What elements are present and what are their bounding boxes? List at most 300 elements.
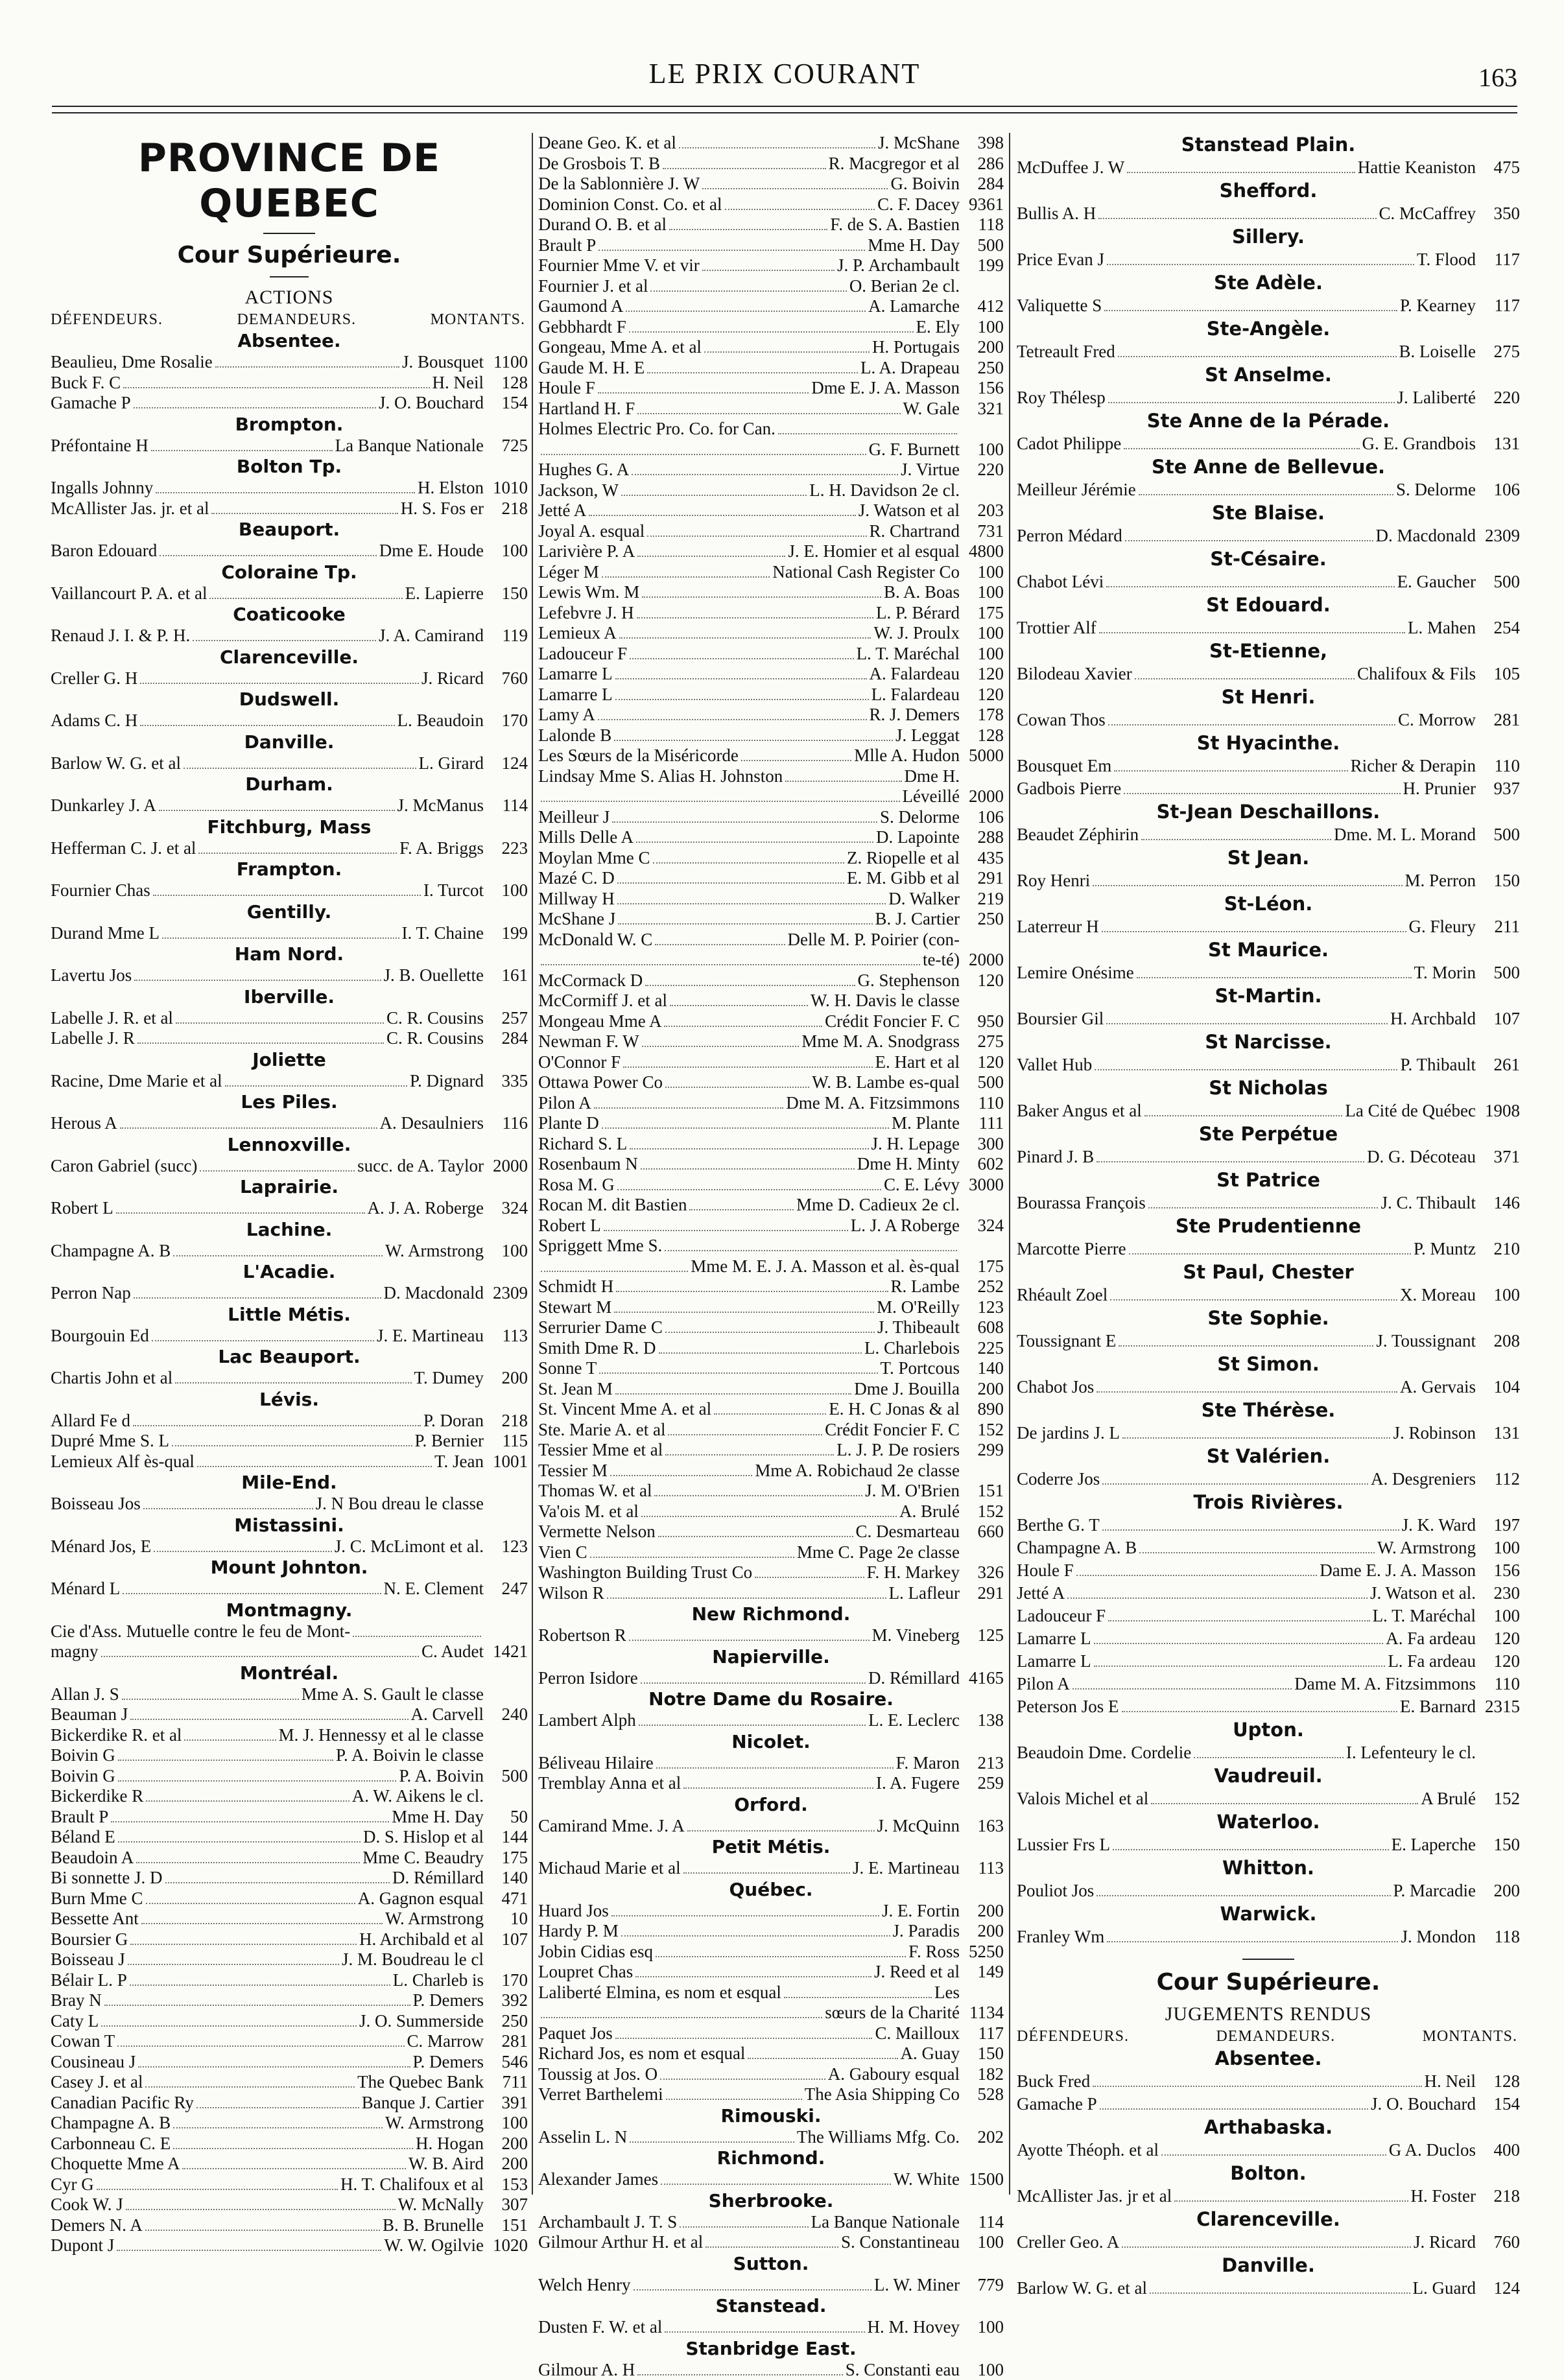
case-entry — [538, 1753, 1004, 1774]
defendant: Pouliot Jos — [1017, 1879, 1094, 1902]
defendant: Gamache P — [51, 393, 131, 414]
dot-leader — [705, 2246, 838, 2248]
dot-leader — [607, 1597, 886, 1599]
defendant: Jetté A — [1017, 1582, 1065, 1605]
dot-leader — [619, 637, 871, 639]
dot-leader — [1098, 218, 1376, 219]
amount: 1020 — [484, 2235, 528, 2256]
locality-heading: Absentee. — [1017, 2047, 1520, 2070]
dot-leader — [541, 801, 900, 802]
plaintiff: W. Gale — [903, 399, 960, 419]
plaintiff: Dame E. J. A. Masson — [1320, 1559, 1476, 1582]
dot-leader — [175, 1382, 411, 1384]
dot-leader — [665, 1332, 875, 1333]
amount: 200 — [484, 2134, 528, 2154]
plaintiff: L. W. Miner — [874, 2275, 960, 2296]
locality-heading: Brompton. — [51, 414, 528, 436]
plaintiff: J. B. Ouellette — [384, 965, 484, 986]
amount: 2309 — [1476, 524, 1520, 547]
defendant: Bray N — [51, 1990, 102, 2011]
case-entry — [1017, 1605, 1520, 1627]
defendant: Pinard J. B — [1017, 1146, 1094, 1168]
amount: 324 — [960, 1216, 1004, 1236]
plaintiff: C. E. Lévy — [884, 1175, 960, 1196]
dot-leader — [617, 882, 844, 884]
case-entry — [51, 1452, 528, 1472]
dot-leader — [146, 1800, 350, 1802]
case-entry — [51, 1807, 528, 1828]
amount: 500 — [484, 1766, 528, 1787]
amount: 321 — [960, 399, 1004, 419]
amount: 200 — [960, 337, 1004, 358]
locality-heading: Upton. — [1017, 1718, 1520, 1741]
plaintiff: L. E. Leclerc — [868, 1710, 960, 1731]
plaintiff: P. A. Boivin le classe — [336, 1745, 484, 1766]
defendant: Champagne A. B — [1017, 1537, 1137, 1559]
amount: 100 — [484, 1241, 528, 1262]
case-entry — [1017, 2277, 1520, 2300]
plaintiff: J. Bousquet — [402, 352, 484, 373]
locality-heading: Lachine. — [51, 1219, 528, 1241]
case-entry — [51, 1745, 528, 1766]
plaintiff: L. Mahen — [1408, 617, 1476, 639]
dot-leader — [660, 2079, 825, 2080]
running-title: LE PRIX COURANT — [52, 57, 1517, 90]
court-title-2: Cour Supérieure. — [1017, 1969, 1520, 1996]
defendant: Ménard Jos, E — [51, 1537, 151, 1557]
dot-leader — [184, 768, 416, 769]
plaintiff: J. E. Fortin — [882, 1901, 960, 1922]
plaintiff: B. J. Cartier — [875, 909, 960, 930]
defendant: Labelle J. R. et al — [51, 1008, 173, 1029]
amount: 163 — [960, 1816, 1004, 1837]
dot-leader — [184, 1739, 276, 1741]
province-title: PROVINCE DE QUEBEC — [51, 135, 528, 226]
locality-heading: St Hyacinthe. — [1017, 731, 1520, 755]
defendant: Mazé C. D — [538, 868, 615, 889]
plaintiff: C. Audet — [421, 1642, 484, 1662]
locality-heading: St Narcisse. — [1017, 1030, 1520, 1054]
dot-leader — [626, 311, 866, 312]
defendant: Plante D — [538, 1113, 599, 1134]
case-entry — [538, 521, 1004, 542]
defendant: Hardy P. M — [538, 1921, 619, 1942]
defendant: Beauman J — [51, 1704, 128, 1725]
dot-leader — [1118, 356, 1397, 357]
case-entry — [538, 440, 1004, 460]
defendant: McCormack D — [538, 971, 643, 991]
defendant: Bullis A. H — [1017, 202, 1096, 225]
case-entry — [538, 460, 1004, 480]
amount: 471 — [484, 1889, 528, 1909]
dot-leader — [669, 229, 827, 230]
locality-heading: Danville. — [51, 731, 528, 753]
plaintiff: M. Plante — [892, 1113, 960, 1134]
plaintiff: J. O. Bouchard — [1371, 2093, 1476, 2115]
plaintiff: Mme M. A. Snodgrass — [801, 1031, 960, 1052]
dot-leader — [650, 290, 846, 292]
case-entry — [538, 1011, 1004, 1032]
amount: 284 — [484, 1028, 528, 1049]
case-entry — [538, 705, 1004, 725]
amount: 100 — [960, 582, 1004, 603]
dot-leader — [658, 1536, 853, 1537]
locality-heading: Sutton. — [538, 2253, 1004, 2275]
amount: 170 — [484, 711, 528, 731]
plaintiff: S. Constanti eau — [846, 2360, 960, 2380]
case-entry — [51, 1889, 528, 1909]
amount: 1908 — [1476, 1100, 1520, 1122]
dot-leader — [653, 862, 845, 864]
plaintiff: Mme C. Page 2e classe — [797, 1542, 960, 1563]
case-entry — [538, 746, 1004, 766]
plaintiff: J. Thibeault — [877, 1317, 960, 1338]
amount: 500 — [960, 1072, 1004, 1093]
plaintiff: A. Gervais — [1400, 1376, 1476, 1398]
plaintiff: J. M. O'Brien — [865, 1481, 960, 1502]
case-entry — [51, 2215, 528, 2236]
dot-leader — [138, 2066, 410, 2068]
case-entry — [1017, 478, 1520, 501]
case-entry — [1017, 1559, 1520, 1582]
dot-leader — [1093, 2086, 1421, 2087]
case-entry — [51, 795, 528, 816]
defendant: Bickerdike R — [51, 1786, 143, 1807]
defendant: Cook W. J — [51, 2195, 123, 2215]
defendant: Gaumond A — [538, 296, 623, 317]
plaintiff: C. R. Cousins — [386, 1028, 484, 1049]
defendant: Rhéault Zoel — [1017, 1284, 1108, 1306]
case-entry — [538, 1154, 1004, 1175]
amount: 288 — [960, 827, 1004, 848]
defendant: St. Jean M — [538, 1379, 613, 1400]
heading-montants: MONTANTS. — [1423, 2028, 1517, 2045]
dot-leader — [173, 2148, 413, 2149]
plaintiff: R. Lambe — [891, 1277, 960, 1297]
case-entry — [1017, 2070, 1520, 2093]
case-entry — [1017, 202, 1520, 225]
plaintiff: S. Delorme — [880, 807, 960, 828]
case-entry — [538, 725, 1004, 746]
case-entry — [51, 1704, 528, 1725]
case-entry — [538, 685, 1004, 705]
dot-leader — [198, 853, 397, 854]
dot-leader — [687, 1830, 875, 1832]
defendant: Dupré Mme S. L — [51, 1431, 169, 1452]
plaintiff: L. Falardeau — [871, 685, 960, 705]
dot-leader — [1095, 1069, 1397, 1070]
amount: 120 — [960, 664, 1004, 685]
defendant: Casey J. et al — [51, 2072, 143, 2093]
defendant: Cadot Philippe — [1017, 432, 1121, 455]
header-rule — [52, 106, 1517, 107]
defendant: Asselin L. N — [538, 2127, 627, 2148]
case-entry — [538, 991, 1004, 1011]
plaintiff: J. E. Homier et al esqual — [788, 541, 960, 562]
case-entry — [538, 1583, 1004, 1604]
dot-leader — [642, 596, 881, 598]
defendant: Lamy A — [538, 705, 595, 725]
dot-leader — [637, 556, 785, 557]
plaintiff: H. Archbald — [1390, 1007, 1476, 1030]
column-separator — [532, 133, 533, 2195]
amount: 104 — [1476, 1376, 1520, 1398]
plaintiff: A. Falardeau — [870, 664, 960, 685]
defendant: Robert L — [51, 1198, 113, 1219]
dot-leader — [123, 387, 429, 388]
plaintiff: F. Maron — [896, 1753, 960, 1774]
dot-leader — [1122, 1711, 1398, 1712]
defendant: Vermette Nelson — [538, 1522, 656, 1542]
locality-heading: St Anselme. — [1017, 363, 1520, 386]
amount: 284 — [960, 174, 1004, 194]
amount: 4165 — [960, 1668, 1004, 1689]
defendant: Trottier Alf — [1017, 617, 1096, 639]
amount: 307 — [484, 2195, 528, 2215]
plaintiff: E. H. C Jonas & al — [829, 1399, 960, 1420]
amount: 1001 — [484, 1452, 528, 1472]
case-entry — [1017, 1673, 1520, 1695]
entry-list — [51, 330, 528, 2256]
amount: 150 — [1476, 1833, 1520, 1856]
locality-heading: Montréal. — [51, 1662, 528, 1684]
amount: 100 — [960, 644, 1004, 665]
plaintiff: W. W. Ogilvie — [384, 2235, 484, 2256]
locality-heading: Ste-Angèle. — [1017, 317, 1520, 340]
amount: 779 — [960, 2275, 1004, 2296]
dot-leader — [130, 1985, 390, 1986]
plaintiff: E. M. Gibb et al — [847, 868, 960, 889]
plaintiff: Léveillé — [903, 786, 960, 807]
defendant: Hartland H. F — [538, 399, 635, 419]
defendant: Beaulieu, Dme Rosalie — [51, 352, 213, 373]
case-entry — [51, 2195, 528, 2215]
case-entry — [538, 2023, 1004, 2044]
defendant: Ste. Marie A. et al — [538, 1420, 665, 1441]
defendant: Marcotte Pierre — [1017, 1238, 1126, 1260]
defendant: Dominion Const. Co. et al — [538, 194, 722, 215]
defendant: Lamarre L — [1017, 1650, 1091, 1673]
case-entry — [1017, 156, 1520, 179]
defendant: Barlow W. G. et al — [51, 753, 181, 774]
case-entry — [538, 1277, 1004, 1297]
amount: 124 — [484, 753, 528, 774]
dot-leader — [1108, 402, 1395, 403]
plaintiff: Richer & Derapin — [1351, 755, 1476, 777]
case-entry — [1017, 386, 1520, 409]
amount: 211 — [1476, 915, 1520, 938]
case-entry — [538, 786, 1004, 807]
plaintiff: J. McShane — [878, 133, 960, 154]
amount: 660 — [960, 1522, 1004, 1542]
amount: 291 — [960, 868, 1004, 889]
locality-heading: St Henri. — [1017, 685, 1520, 709]
defendant: Paquet Jos — [538, 2023, 613, 2044]
page-number: 163 — [1478, 62, 1517, 93]
case-entry — [51, 1198, 528, 1219]
dot-leader — [200, 1170, 355, 1172]
case-entry — [1017, 1146, 1520, 1168]
locality-heading: Fitchburg, Mass — [51, 816, 528, 838]
locality-heading: Bolton. — [1017, 2162, 1520, 2185]
dot-leader — [668, 1434, 822, 1435]
case-entry — [51, 1990, 528, 2011]
amount: 100 — [960, 317, 1004, 338]
plaintiff: L. Charlebois — [864, 1338, 960, 1359]
amount: 110 — [1476, 755, 1520, 777]
amount: 131 — [1476, 432, 1520, 455]
case-entry — [538, 378, 1004, 399]
dot-leader — [615, 699, 869, 700]
defendant: Baker Angus et al — [1017, 1100, 1142, 1122]
locality-heading: Durham. — [51, 773, 528, 795]
defendant: McCormiff J. et al — [538, 991, 667, 1011]
amount: 546 — [484, 2052, 528, 2073]
defendant: Hughes G. A — [538, 460, 629, 480]
case-entry — [1017, 777, 1520, 800]
amount: 106 — [960, 807, 1004, 828]
defendant: Peterson Jos E — [1017, 1695, 1119, 1718]
dot-leader — [197, 1466, 432, 1467]
plaintiff: P. Marcadie — [1393, 1879, 1476, 1902]
defendant: Boivin G — [51, 1745, 115, 1766]
plaintiff: E. Barnard — [1400, 1695, 1476, 1718]
defendant: Lalonde B — [538, 725, 611, 746]
dot-leader — [610, 1475, 752, 1476]
dot-leader — [1110, 1299, 1397, 1301]
plaintiff: J. McQuinn — [877, 1816, 960, 1837]
plaintiff: La Banque Nationale — [335, 436, 484, 456]
defendant: Tetreault Fred — [1017, 340, 1115, 363]
plaintiff: W. Armstrong — [385, 1241, 484, 1262]
plaintiff: H. Prunier — [1403, 777, 1476, 800]
plaintiff: J. McManus — [397, 795, 484, 816]
amount: 117 — [1476, 294, 1520, 317]
plaintiff: T. Flood — [1417, 248, 1476, 271]
amount: 1500 — [960, 2169, 1004, 2190]
dot-leader — [130, 1719, 408, 1720]
case-entry — [1017, 1054, 1520, 1076]
defendant: Allan J. S — [51, 1684, 119, 1705]
dot-leader — [1122, 2246, 1411, 2248]
locality-heading: St Paul, Chester — [1017, 1260, 1520, 1284]
amount: 435 — [960, 848, 1004, 869]
defendant: Moylan Mme C — [538, 848, 650, 869]
locality-heading: Vaudreuil. — [1017, 1764, 1520, 1787]
defendant: Roy Thélesp — [1017, 386, 1106, 409]
defendant: Serrurier Dame C — [538, 1317, 663, 1338]
divider — [1242, 1959, 1294, 1960]
dot-leader — [618, 923, 872, 925]
case-entry — [1017, 2139, 1520, 2162]
case-entry — [538, 2169, 1004, 2190]
defendant: Cie d'Ass. Mutuelle contre le feu de Mont- — [51, 1621, 350, 1642]
plaintiff: A. Gaboury esqual — [828, 2064, 960, 2085]
plaintiff: P. Dignard — [410, 1071, 484, 1092]
plaintiff: L. Beaudoin — [397, 711, 484, 731]
dot-leader — [162, 937, 399, 939]
amount: 371 — [1476, 1146, 1520, 1168]
defendant: Gamache P — [1017, 2093, 1097, 2115]
amount: 150 — [960, 2044, 1004, 2064]
plaintiff: L. Lafleur — [889, 1583, 960, 1604]
dot-leader — [159, 810, 395, 811]
case-entry — [538, 1031, 1004, 1052]
amount: 760 — [484, 668, 528, 689]
plaintiff: Dme J. Bouilla — [854, 1379, 960, 1400]
plaintiff: J. E. Martineau — [377, 1326, 484, 1347]
plaintiff: Dme. M. L. Morand — [1334, 823, 1476, 846]
defendant: Mongeau Mme A — [538, 1011, 661, 1032]
case-entry — [1017, 1926, 1520, 1948]
dot-leader — [145, 2230, 380, 2231]
locality-heading: Sherbrooke. — [538, 2190, 1004, 2212]
case-entry — [1017, 1514, 1520, 1537]
dot-leader — [117, 2045, 404, 2047]
defendant: Rosenbaum N — [538, 1154, 638, 1175]
defendant: Caty L — [51, 2011, 99, 2032]
plaintiff: M. Perron — [1405, 869, 1476, 892]
amount: 257 — [484, 1008, 528, 1029]
amount: 608 — [960, 1317, 1004, 1338]
case-entry — [51, 1113, 528, 1134]
case-entry — [1017, 340, 1520, 363]
dot-leader — [173, 2127, 383, 2128]
case-entry — [538, 337, 1004, 358]
dot-leader — [1139, 494, 1393, 495]
amount: 281 — [1476, 709, 1520, 731]
defendant: Perron Médard — [1017, 524, 1122, 547]
defendant: Bourassa François — [1017, 1192, 1146, 1214]
amount: 218 — [1476, 2185, 1520, 2208]
case-entry — [51, 1008, 528, 1029]
plaintiff: G. Stephenson — [858, 971, 960, 991]
plaintiff: The Quebec Bank — [357, 2072, 484, 2093]
defendant: Rosa M. G — [538, 1175, 615, 1196]
amount: 117 — [1476, 248, 1520, 271]
plaintiff: The Williams Mfg. Co. — [797, 2127, 960, 2148]
defendant: Brault P — [51, 1807, 108, 1828]
amount: 156 — [960, 378, 1004, 399]
dot-leader — [755, 1577, 864, 1578]
dot-leader — [641, 1682, 866, 1684]
dot-leader — [637, 2374, 842, 2375]
case-entry — [538, 317, 1004, 338]
dot-leader — [670, 1005, 808, 1006]
case-entry — [538, 603, 1004, 624]
defendant: Champagne A. B — [51, 2113, 171, 2134]
amount: 175 — [484, 1848, 528, 1868]
locality-heading: Frampton. — [51, 858, 528, 880]
plaintiff: te-té) — [923, 950, 960, 971]
amount: 2315 — [1476, 1695, 1520, 1718]
defendant: Camirand Mme. J. A — [538, 1816, 685, 1837]
defendant: Béland E — [51, 1827, 115, 1848]
amount: 230 — [1476, 1582, 1520, 1605]
amount: 161 — [484, 965, 528, 986]
plaintiff: W. B. Aird — [409, 2154, 484, 2174]
defendant: Lemieux A — [538, 623, 617, 644]
plaintiff: E. Lapierre — [405, 583, 484, 604]
amount: 200 — [960, 1901, 1004, 1922]
defendant: McDuffee J. W — [1017, 156, 1124, 179]
dot-leader — [704, 351, 870, 353]
plaintiff: J. Ricard — [1414, 2231, 1476, 2254]
dot-leader — [1102, 1529, 1399, 1531]
plaintiff: Dme H. Minty — [857, 1154, 960, 1175]
plaintiff: J. Mondon — [1401, 1926, 1476, 1948]
dot-leader — [741, 760, 851, 761]
